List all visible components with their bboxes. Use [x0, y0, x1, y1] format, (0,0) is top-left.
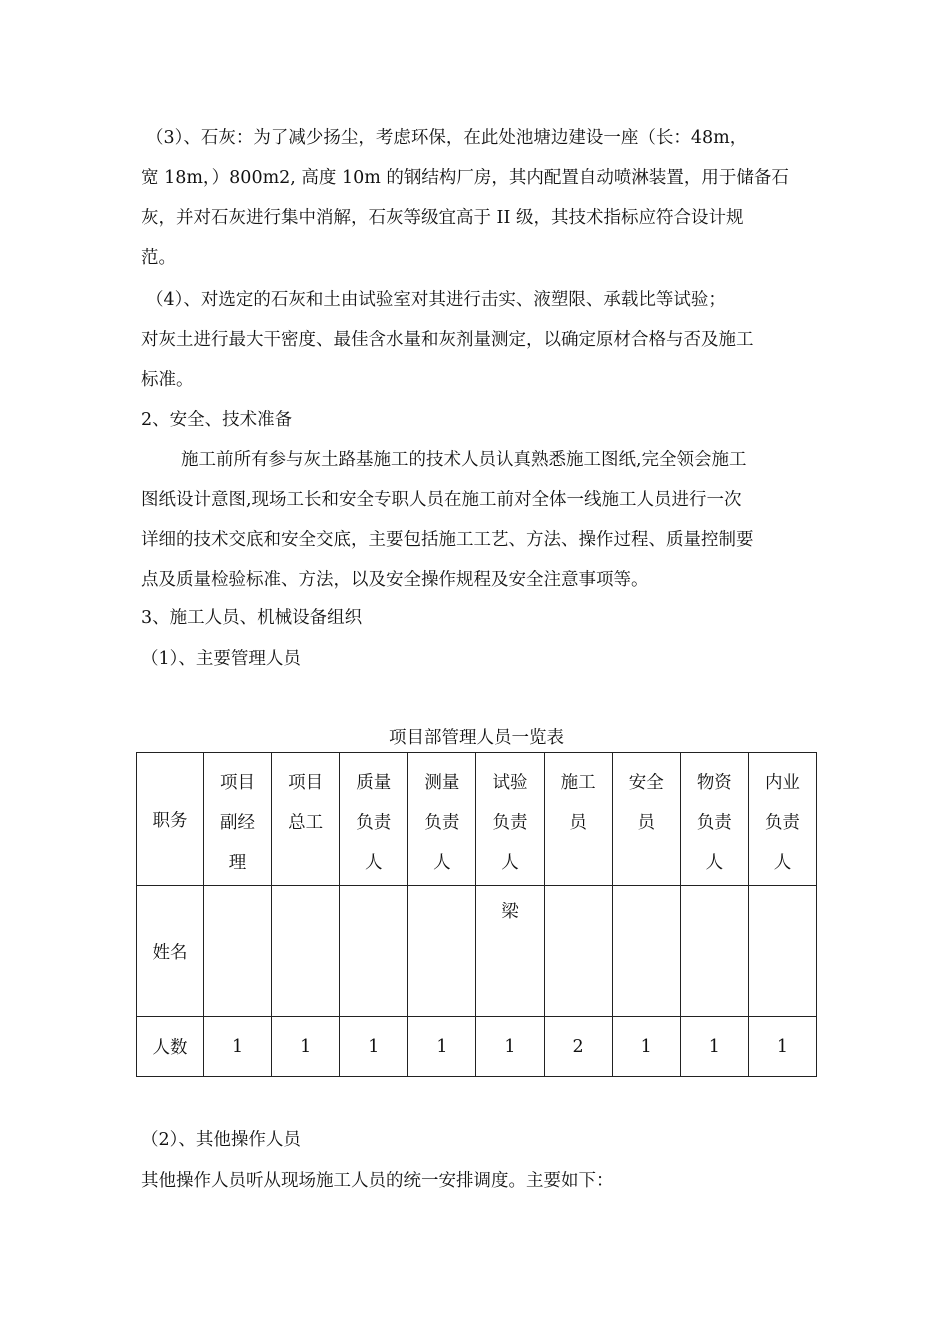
- table-title: 项目部管理人员一览表: [389, 728, 564, 748]
- position-text: 试验: [492, 773, 528, 793]
- paragraph-line: 对灰土进行最大干密度、最佳含水量和灰剂量测定，以确定原材合格与否及施工: [141, 330, 754, 350]
- count-cell: 1: [408, 1017, 476, 1077]
- paragraph-line: （4）、对选定的石灰和土由试验室对其进行击实、液塑限、承载比等试验；: [146, 290, 726, 310]
- position-text: 副经: [220, 813, 256, 833]
- name-text: 梁: [501, 902, 519, 922]
- position-text: 员: [569, 813, 587, 833]
- subsection-heading: （2）、其他操作人员: [141, 1130, 301, 1150]
- table-row-counts: [137, 1017, 817, 1077]
- position-text: 人: [365, 853, 383, 873]
- staff-table: [136, 752, 817, 1077]
- position-cell: [340, 753, 408, 886]
- position-text: 负责: [492, 813, 528, 833]
- paragraph-line: （3）、石灰：为了减少扬尘，考虑环保，在此处池塘边建设一座（长：48m，: [146, 128, 748, 148]
- position-text: 负责: [696, 813, 732, 833]
- position-cell: [680, 753, 748, 886]
- position-cell: [612, 753, 680, 886]
- subsection-heading: （1）、主要管理人员: [141, 649, 301, 669]
- name-cell: [544, 886, 612, 1017]
- position-text: 总工: [288, 813, 324, 833]
- position-text: 负责: [424, 813, 460, 833]
- position-text: 人: [705, 853, 724, 873]
- name-cell: [340, 886, 408, 1017]
- position-cell: [748, 753, 816, 886]
- row-label-count: 人数: [137, 1017, 204, 1077]
- name-cell: [476, 886, 544, 1017]
- paragraph-line: 点及质量检验标准、方法，以及安全操作规程及安全注意事项等。: [141, 570, 649, 590]
- position-text: 施工: [560, 773, 596, 793]
- count-cell: 1: [748, 1017, 816, 1077]
- name-cell: [680, 886, 748, 1017]
- position-text: 负责: [764, 813, 800, 833]
- position-cell: [204, 753, 272, 886]
- position-cell: [544, 753, 612, 886]
- count-cell: 1: [612, 1017, 680, 1077]
- name-cell: [408, 886, 476, 1017]
- paragraph-line: 详细的技术交底和安全交底，主要包括施工工艺、方法、操作过程、质量控制要: [141, 530, 754, 550]
- count-cell: 2: [544, 1017, 612, 1077]
- count-cell: 1: [476, 1017, 544, 1077]
- paragraph-line: 范。: [141, 248, 176, 268]
- position-text: 项目: [288, 773, 324, 793]
- position-text: 物资: [696, 773, 732, 793]
- count-cell: 1: [204, 1017, 272, 1077]
- row-label-position: 职务: [137, 753, 204, 886]
- position-text: 负责: [356, 813, 392, 833]
- name-cell: [272, 886, 340, 1017]
- position-text: 项目: [220, 773, 256, 793]
- name-cell: [612, 886, 680, 1017]
- position-text: 内业: [764, 773, 800, 793]
- position-cell: [476, 753, 544, 886]
- table-row-positions: [137, 753, 817, 886]
- paragraph-line: 标准。: [141, 370, 194, 390]
- position-text: 员: [637, 813, 655, 833]
- position-text: 人: [773, 853, 792, 873]
- name-cell: [748, 886, 816, 1017]
- paragraph-line: 灰，并对石灰进行集中消解，石灰等级宜高于 II 级，其技术指标应符合设计规: [141, 208, 744, 228]
- position-text: 人: [433, 853, 451, 873]
- position-text: 理: [228, 853, 247, 873]
- table-row-names: [137, 886, 817, 1017]
- name-cell: [204, 886, 272, 1017]
- position-cell: [272, 753, 340, 886]
- paragraph-line: 其他操作人员听从现场施工人员的统一安排调度。主要如下：: [141, 1171, 614, 1191]
- section-heading: 2、安全、技术准备: [141, 410, 293, 430]
- position-text: 人: [501, 853, 519, 873]
- section-heading: 3、施工人员、机械设备组织: [141, 608, 363, 628]
- position-text: 测量: [424, 773, 460, 793]
- position-text: 安全: [628, 773, 664, 793]
- paragraph-line: 宽 18m，）800m2, 高度 10m 的钢结构厂房，其内配置自动喷淋装置，用于储备石: [141, 168, 789, 188]
- paragraph-line: 施工前所有参与灰土路基施工的技术人员认真熟悉施工图纸,完全领会施工: [181, 450, 747, 470]
- row-label-name: 姓名: [137, 886, 204, 1017]
- count-cell: 1: [272, 1017, 340, 1077]
- position-cell: [408, 753, 476, 886]
- paragraph-line: 图纸设计意图,现场工长和安全专职人员在施工前对全体一线施工人员进行一次: [141, 490, 742, 510]
- count-cell: 1: [680, 1017, 748, 1077]
- count-cell: 1: [340, 1017, 408, 1077]
- position-text: 质量: [356, 773, 392, 793]
